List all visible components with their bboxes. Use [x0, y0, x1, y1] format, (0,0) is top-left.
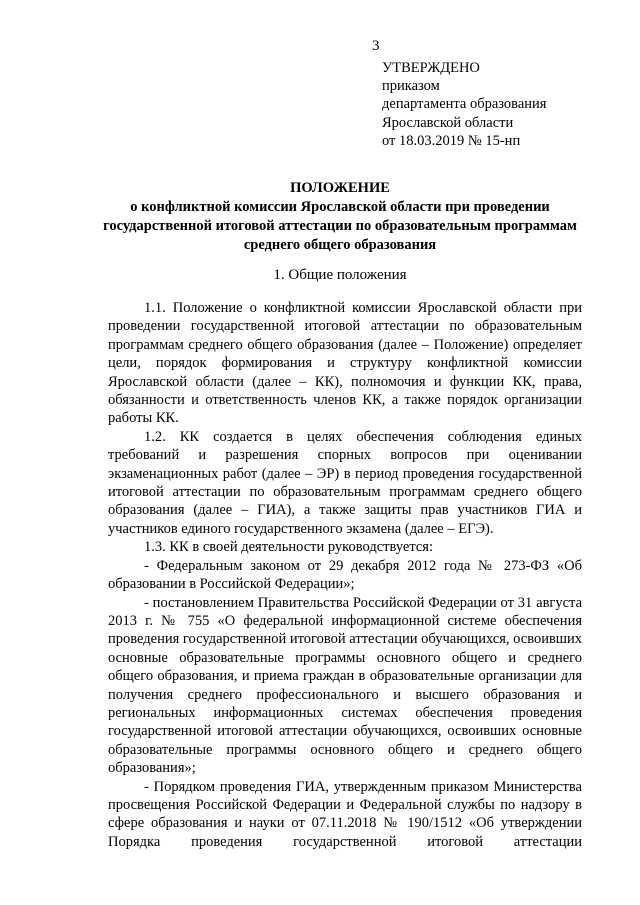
title-line: среднего общего образования	[243, 237, 437, 253]
approval-line: от 18.03.2019 № 15-нп	[382, 132, 521, 149]
approval-line: департамента образования	[382, 96, 547, 113]
approval-stamp	[382, 59, 546, 150]
section-heading: 1. Общие положения	[273, 267, 407, 283]
approval-line: УТВЕРЖДЕНО	[382, 60, 480, 76]
list-item-federal-law: - Федеральным законом от 29 декабря 2012 года № 273-ФЗ «Об образовании в Российской Федерации»;	[108, 557, 582, 593]
approval-line: приказом	[382, 78, 440, 95]
title-line: ПОЛОЖЕНИЕ	[290, 180, 390, 196]
document-body	[108, 299, 582, 851]
paragraph-1-1: 1.1. Положение о конфликтной комиссии Ярославской области при проведении государственной итоговой аттестации по образовательным программам среднего общего образования (далее – Положение) определяет цели, порядок формирования и структуру конфликтной комиссии Ярославской области (далее – КК), полномочия и функции КК, права, обязанности и ответственность членов КК, а также порядок организации работы КК.	[108, 300, 582, 427]
approval-line: Ярославской области	[382, 114, 514, 131]
list-item-government-decree: - постановлением Правительства Российской Федерации от 31 августа 2013 г. № 755 «О федеральной информационной системе обеспечения проведения государственной итоговой аттестации обучающихся, освоивших основные образовательные программы основного общего и среднего общего образования, и приема граждан в образовательные организации для получения среднего профессионального и высшего образования и региональных информационных системах обеспечения проведения государственной итоговой аттестации обучающихся, освоивших основные образовательные программы основного общего и среднего общего образования»;	[108, 594, 582, 777]
page-number: 3	[372, 38, 380, 54]
paragraph-1-3: 1.3. КК в своей деятельности руководствуется:	[144, 539, 433, 556]
title-line: о конфликтной комиссии Ярославской области при проведении	[130, 199, 550, 215]
paragraph-1-2: 1.2. КК создается в целях обеспечения соблюдения единых требований и разрешения спорных вопросов при оценивании экзаменационных работ (далее – ЭР) в период проведения государственной итоговой аттестации по образовательным программам среднего общего образования (далее – ГИА), а также защиты прав участников ГИА и участников единого государственного экзамена (далее – ЕГЭ).	[108, 428, 582, 537]
title-line: государственной итоговой аттестации по образовательным программам	[103, 218, 577, 234]
list-item-gia-procedure: - Порядком проведения ГИА, утвержденным приказом Министерства просвещения Российской Федерации и Федеральной службы по надзору в сфере образования и науки от 07.11.2018 № 190/1512 «Об утверждении Порядка проведения государственной итоговой аттестации	[108, 778, 582, 850]
document-title	[90, 179, 590, 255]
